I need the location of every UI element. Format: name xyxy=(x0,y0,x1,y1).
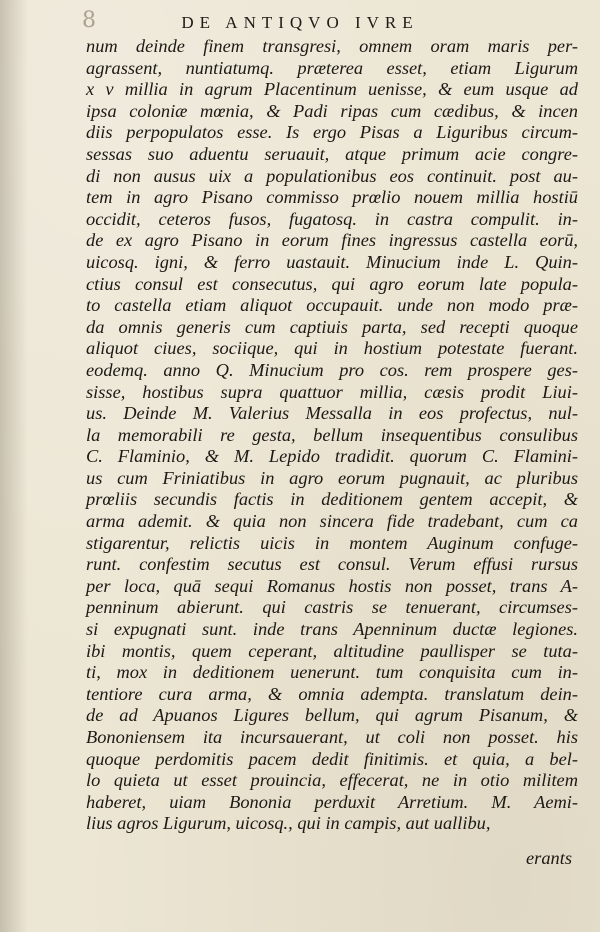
text-line: penninum abierunt. qui castris se tenuerant, circumses- xyxy=(86,597,578,618)
text-line: de ad Apuanos Ligures bellum, qui agrum Pisanum, & xyxy=(86,705,578,726)
running-head: DE ANTIQVO IVRE xyxy=(181,13,419,32)
text-line: di non ausus uix a populationibus eos continuit. post au- xyxy=(86,165,578,186)
text-line: sisse, hostibus supra quattuor millia, cæsis prodit Liui- xyxy=(86,381,578,402)
text-line: eodemq. anno Q. Minucium pro cos. rem prospere ges- xyxy=(86,359,578,380)
text-line: quoque perdomitis pacem dedit finitimis. et quia, a bel- xyxy=(86,748,578,769)
text-line: ibi montis, quem ceperant, altitudine paullisper se tuta- xyxy=(86,640,578,661)
text-line: to castella etiam aliquot occupauit. unde non modo præ- xyxy=(86,295,578,316)
text-line: us. Deinde M. Valerius Messalla in eos profectus, nul- xyxy=(86,403,578,424)
text-line: runt. confestim secutus est consul. Verum effusi rursus xyxy=(86,554,578,575)
text-line: de ex agro Pisano in eorum fines ingressus castella eorū, xyxy=(86,230,578,251)
text-line: tem in agro Pisano commisso prœlio nouem millia hostiū xyxy=(86,187,578,208)
text-line: ctius consul est consecutus, qui agro eorum late popula- xyxy=(86,273,578,294)
text-line: diis perpopulatos esse. Is ergo Pisas a Liguribus circum- xyxy=(86,122,578,143)
text-line: tentiore cura arma, & omnia adempta. translatum dein- xyxy=(86,683,578,704)
text-line: haberet, uiam Bononia perduxit Arretium. M. Aemi- xyxy=(86,791,578,812)
text-line: Bononiensem ita incursauerant, ut coli non posset. his xyxy=(86,727,578,747)
text-line: num deinde finem transgresi, omnem oram maris per- xyxy=(86,36,578,56)
text-line: aliquot ciues, sociique, qui in hostium potestate fuerant. xyxy=(86,338,578,359)
text-line: per loca, quā sequi Romanus hostis non posset, trans A- xyxy=(86,575,578,596)
text-line: stigarentur, relictis uicis in montem Auginum confuge- xyxy=(86,532,578,553)
catchword: erants xyxy=(526,848,572,868)
text-line: si expugnati sunt. inde trans Apenninum ductæ legiones. xyxy=(86,619,578,640)
text-line: C. Flaminio, & M. Lepido tradidit. quorum C. Flamini- xyxy=(86,446,578,467)
text-line: agrassent, nuntiatumq. præterea esset, etiam Ligurum xyxy=(86,57,578,78)
text-line: sessas suo aduentu seruauit, atque primum acie congre- xyxy=(86,143,578,164)
body-text xyxy=(86,36,578,835)
text-line: lo quieta ut esset prouincia, effecerat, ne in otio militem xyxy=(86,770,578,791)
text-line: la memorabili re gesta, bellum insequentibus consulibus xyxy=(86,424,578,445)
text-line: uicosq. igni, & ferro uastauit. Minucium inde L. Quin- xyxy=(86,251,578,272)
text-line: ti, mox in deditionem uenerunt. tum conquisita cum in- xyxy=(86,662,578,683)
text-line: ipsa coloniæ mœnia, & Padi ripas cum cædibus, & incen xyxy=(86,100,578,121)
text-line: us cum Friniatibus in agro eorum pugnauit, ac pluribus xyxy=(86,467,578,488)
text-line: prœliis secundis factis in deditionem gentem accepit, & xyxy=(86,489,578,510)
text-line: da omnis generis cum captiuis parta, sed recepti quoque xyxy=(86,316,578,337)
text-line: x v millia in agrum Placentinum uenisse, & eum usque ad xyxy=(86,79,578,100)
signature-mark: 8 xyxy=(82,8,96,33)
text-line: lius agros Ligurum, uicosq., qui in campis, aut uallibu, xyxy=(86,813,491,834)
text-line: occidit, ceteros fusos, fugatosq. in castra compulit. in- xyxy=(86,208,578,229)
text-line: arma ademit. & quia non sincera fide tradebant, cum ca xyxy=(86,511,578,532)
